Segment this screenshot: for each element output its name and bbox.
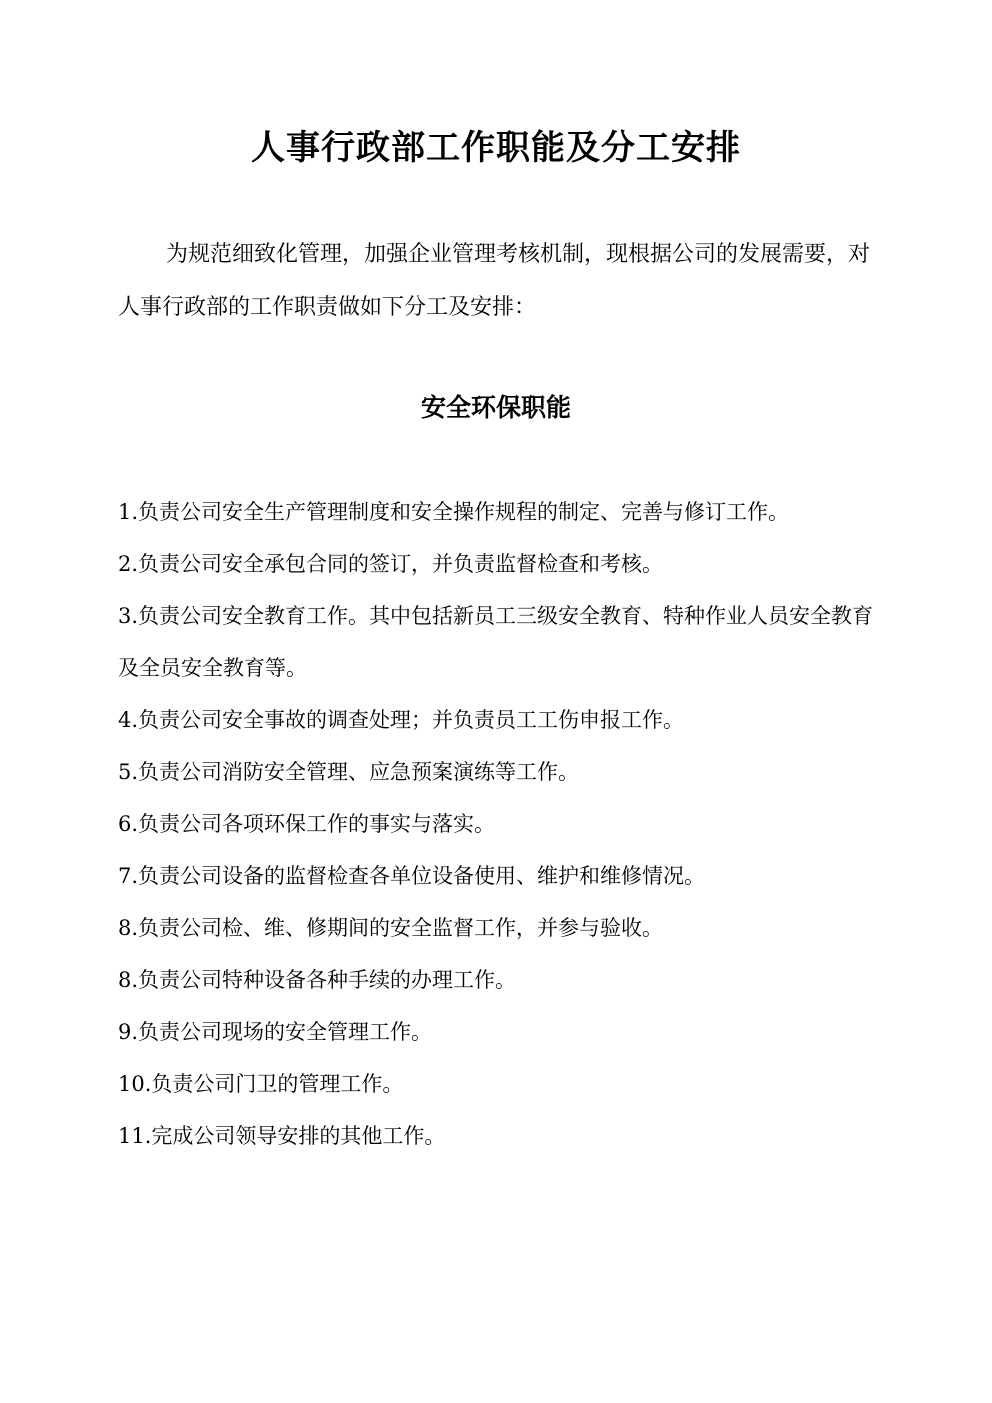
list-item: 8.负责公司特种设备各种手续的办理工作。: [118, 968, 517, 992]
list-item: 4.负责公司安全事故的调查处理；并负责员工工伤申报工作。: [118, 708, 685, 732]
list-item: 8.负责公司检、维、修期间的安全监督工作，并参与验收。: [118, 916, 664, 940]
section-heading: 安全环保职能: [420, 393, 571, 422]
list-item: 2.负责公司安全承包合同的签订，并负责监督检查和考核。: [118, 552, 664, 576]
list-item: 7.负责公司设备的监督检查各单位设备使用、维护和维修情况。: [118, 864, 706, 888]
document-title: 人事行政部工作职能及分工安排: [251, 128, 741, 168]
list-item: 1.负责公司安全生产管理制度和安全操作规程的制定、完善与修订工作。: [118, 500, 790, 524]
duty-list: [118, 486, 878, 1162]
list-item: 10.负责公司门卫的管理工作。: [118, 1072, 404, 1096]
list-item: 3.负责公司安全教育工作。其中包括新员工三级安全教育、特种作业人员安全教育及全员安全教育等。: [118, 604, 874, 680]
intro-paragraph: 为规范细致化管理，加强企业管理考核机制，现根据公司的发展需要，对人事行政部的工作职责做如下分工及安排：: [118, 242, 871, 320]
list-item: 11.完成公司领导安排的其他工作。: [118, 1124, 446, 1148]
list-item: 9.负责公司现场的安全管理工作。: [118, 1020, 433, 1044]
list-item: 5.负责公司消防安全管理、应急预案演练等工作。: [118, 760, 580, 784]
list-item: 6.负责公司各项环保工作的事实与落实。: [118, 812, 496, 836]
